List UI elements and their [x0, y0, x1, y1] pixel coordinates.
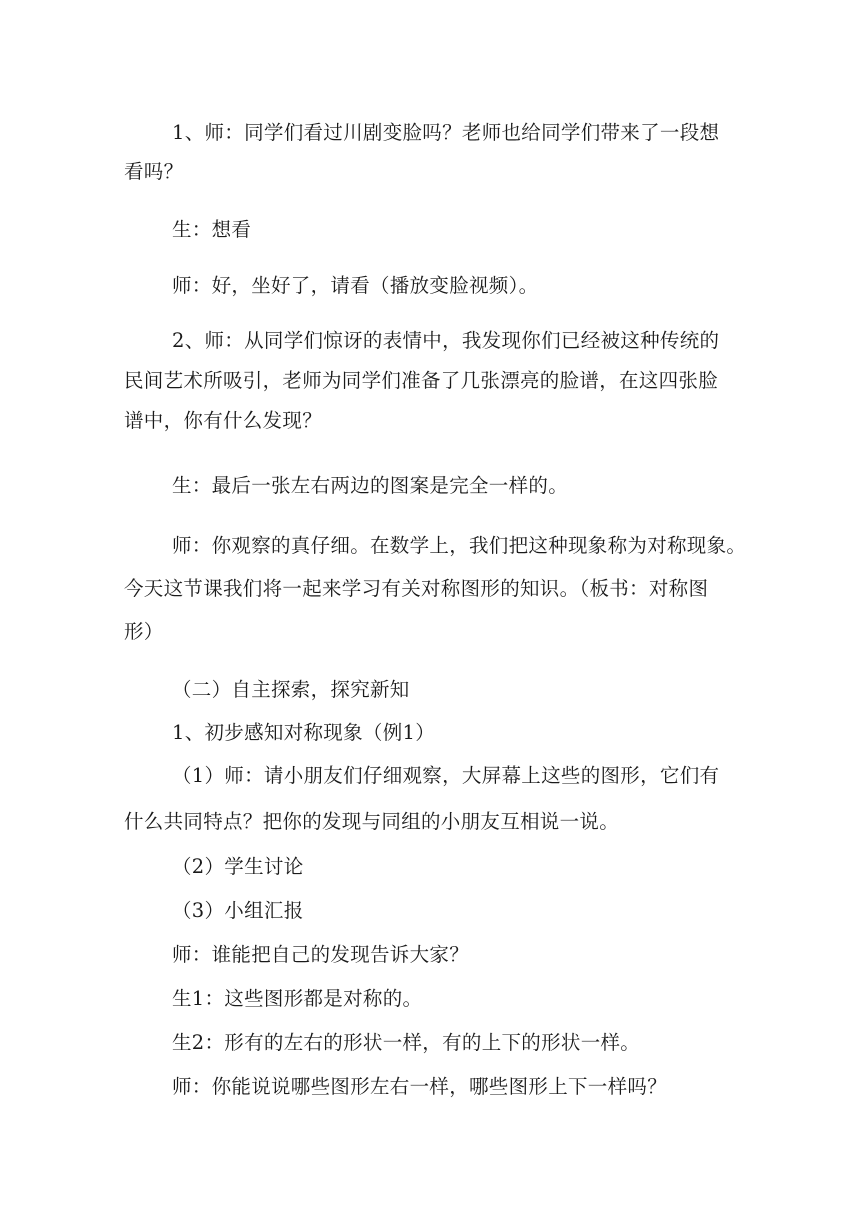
text-line: 师：好，坐好了，请看（播放变脸视频）。 — [172, 274, 539, 297]
text-line: 民间艺术所吸引，老师为同学们准备了几张漂亮的脸谱，在这四张脸 — [124, 369, 719, 392]
text-line: 师：你观察的真仔细。在数学上，我们把这种现象称为对称现象。 — [172, 534, 747, 557]
text-line: 今天这节课我们将一起来学习有关对称图形的知识。（板书：对称图 — [124, 577, 709, 600]
text-line: （1）师：请小朋友们仔细观察，大屏幕上这些的图形，它们有 — [172, 764, 720, 787]
text-line: （2）学生讨论 — [172, 855, 304, 878]
section-heading: （二）自主探索，探究新知 — [172, 678, 410, 701]
text-line: 看吗？ — [124, 160, 184, 183]
text-line: 生：最后一张左右两边的图案是完全一样的。 — [172, 474, 569, 497]
text-line: （3）小组汇报 — [172, 899, 304, 922]
text-line: 生2：形有的左右的形状一样，有的上下的形状一样。 — [172, 1031, 641, 1054]
text-line: 师：谁能把自己的发现告诉大家？ — [172, 943, 470, 966]
text-line: 什么共同特点？把你的发现与同组的小朋友互相说一说。 — [124, 810, 620, 833]
text-line: 2、师：从同学们惊讶的表情中，我发现你们已经被这种传统的 — [172, 329, 720, 352]
text-line: 师：你能说说哪些图形左右一样，哪些图形上下一样吗？ — [172, 1075, 668, 1098]
text-line: 1、初步感知对称现象（例1） — [172, 721, 436, 744]
text-line: 生1：这些图形都是对称的。 — [172, 987, 423, 1010]
text-line: 形） — [124, 620, 164, 643]
text-line: 谱中，你有什么发现？ — [124, 409, 323, 432]
text-line: 1、师：同学们看过川剧变脸吗？老师也给同学们带来了一段想 — [172, 121, 720, 144]
text-line: 生：想看 — [172, 218, 252, 241]
